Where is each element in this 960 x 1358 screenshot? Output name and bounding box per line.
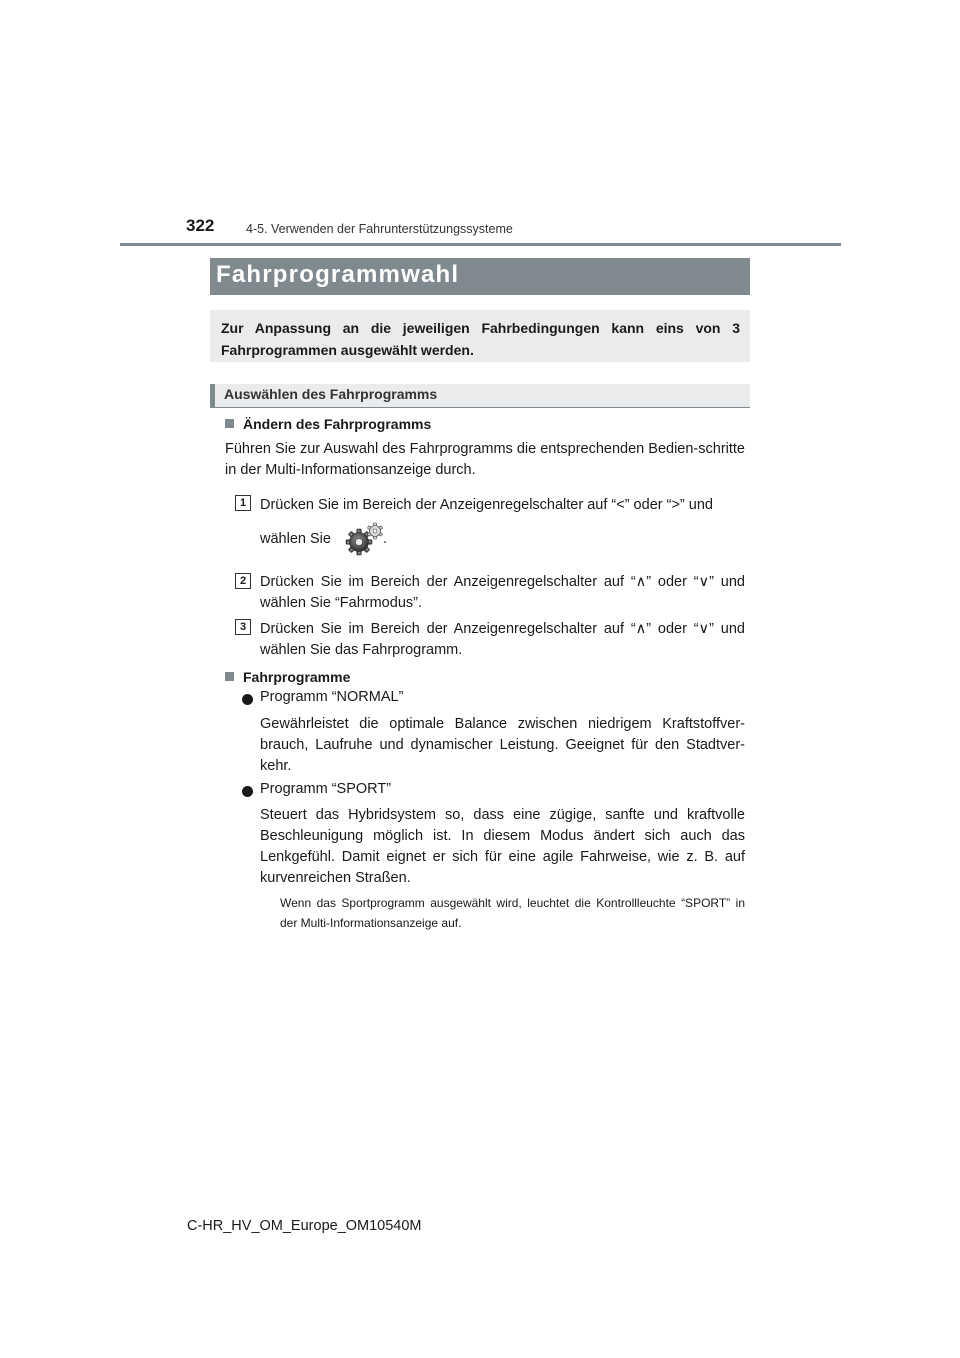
step-1-line2-after: . (383, 531, 388, 547)
sport-note: Wenn das Sportprogramm ausgewählt wird, leuchtet die Kontrollleuchte “SPORT” in der Multi-Informationsanzeige auf. (280, 896, 745, 930)
step-1-line2-before: wählen Sie (260, 531, 331, 547)
step-number-2: 2 (235, 573, 251, 589)
header-rule (120, 243, 841, 246)
step-3-text: Drücken Sie im Bereich der Anzeigenregelschalter auf “∧” oder “∨” und wählen Sie das Fahrprogramm. (260, 621, 745, 658)
program-normal-label: Programm “NORMAL” (260, 689, 404, 705)
gears-icon (344, 522, 384, 556)
change-paragraph: Führen Sie zur Auswahl des Fahrprogramms die entsprechenden Bedien-schritte in der Multi-Informationsanzeige durch. (225, 441, 745, 478)
subsection-heading: Auswählen des Fahrprogramms (210, 384, 750, 408)
program-sport-label: Programm “SPORT” (260, 781, 392, 797)
step-number-3: 3 (235, 619, 251, 635)
square-bullet-icon (225, 672, 234, 681)
step-number-1: 1 (235, 495, 251, 511)
footer-doc-id: C-HR_HV_OM_Europe_OM10540M (187, 1218, 422, 1234)
programs-heading (225, 669, 350, 685)
step-1-line1: Drücken Sie im Bereich der Anzeigenregelschalter auf “<” oder “>” und (260, 497, 713, 513)
square-bullet-icon (225, 419, 234, 428)
bullet-icon (242, 694, 253, 705)
change-heading (225, 416, 431, 432)
page-number: 322 (186, 216, 215, 235)
change-heading-text: Ändern des Fahrprogramms (243, 416, 432, 432)
section-path: 4-5. Verwenden der Fahrunterstützungssysteme (246, 222, 513, 236)
program-sport-text: Steuert das Hybridsystem so, dass eine zügige, sanfte und kraftvolle Beschleunigung möglich ist. In diesem Modus ändert sich auch das Lenkgefühl. Damit eignet er sich für eine agile Fahrweise, wie z. B. auf kurvenreichen Straßen. (260, 807, 745, 886)
programs-heading-text: Fahrprogramme (243, 669, 351, 685)
step-2-text: Drücken Sie im Bereich der Anzeigenregelschalter auf “∧” oder “∨” und wählen Sie “Fahrmodus”. (260, 574, 745, 611)
page-title: Fahrprogrammwahl (210, 258, 750, 295)
program-normal-text: Gewährleistet die optimale Balance zwischen niedrigem Kraftstoffver-brauch, Laufruhe und dynamischer Leistung. Geeignet für den Stadtver-kehr. (260, 716, 745, 774)
step-1-line2 (260, 531, 331, 547)
intro-box: Zur Anpassung an die jeweiligen Fahrbedingungen kann eins von 3 Fahrprogrammen ausgewählt werden. (210, 310, 750, 362)
bullet-icon (242, 786, 253, 797)
